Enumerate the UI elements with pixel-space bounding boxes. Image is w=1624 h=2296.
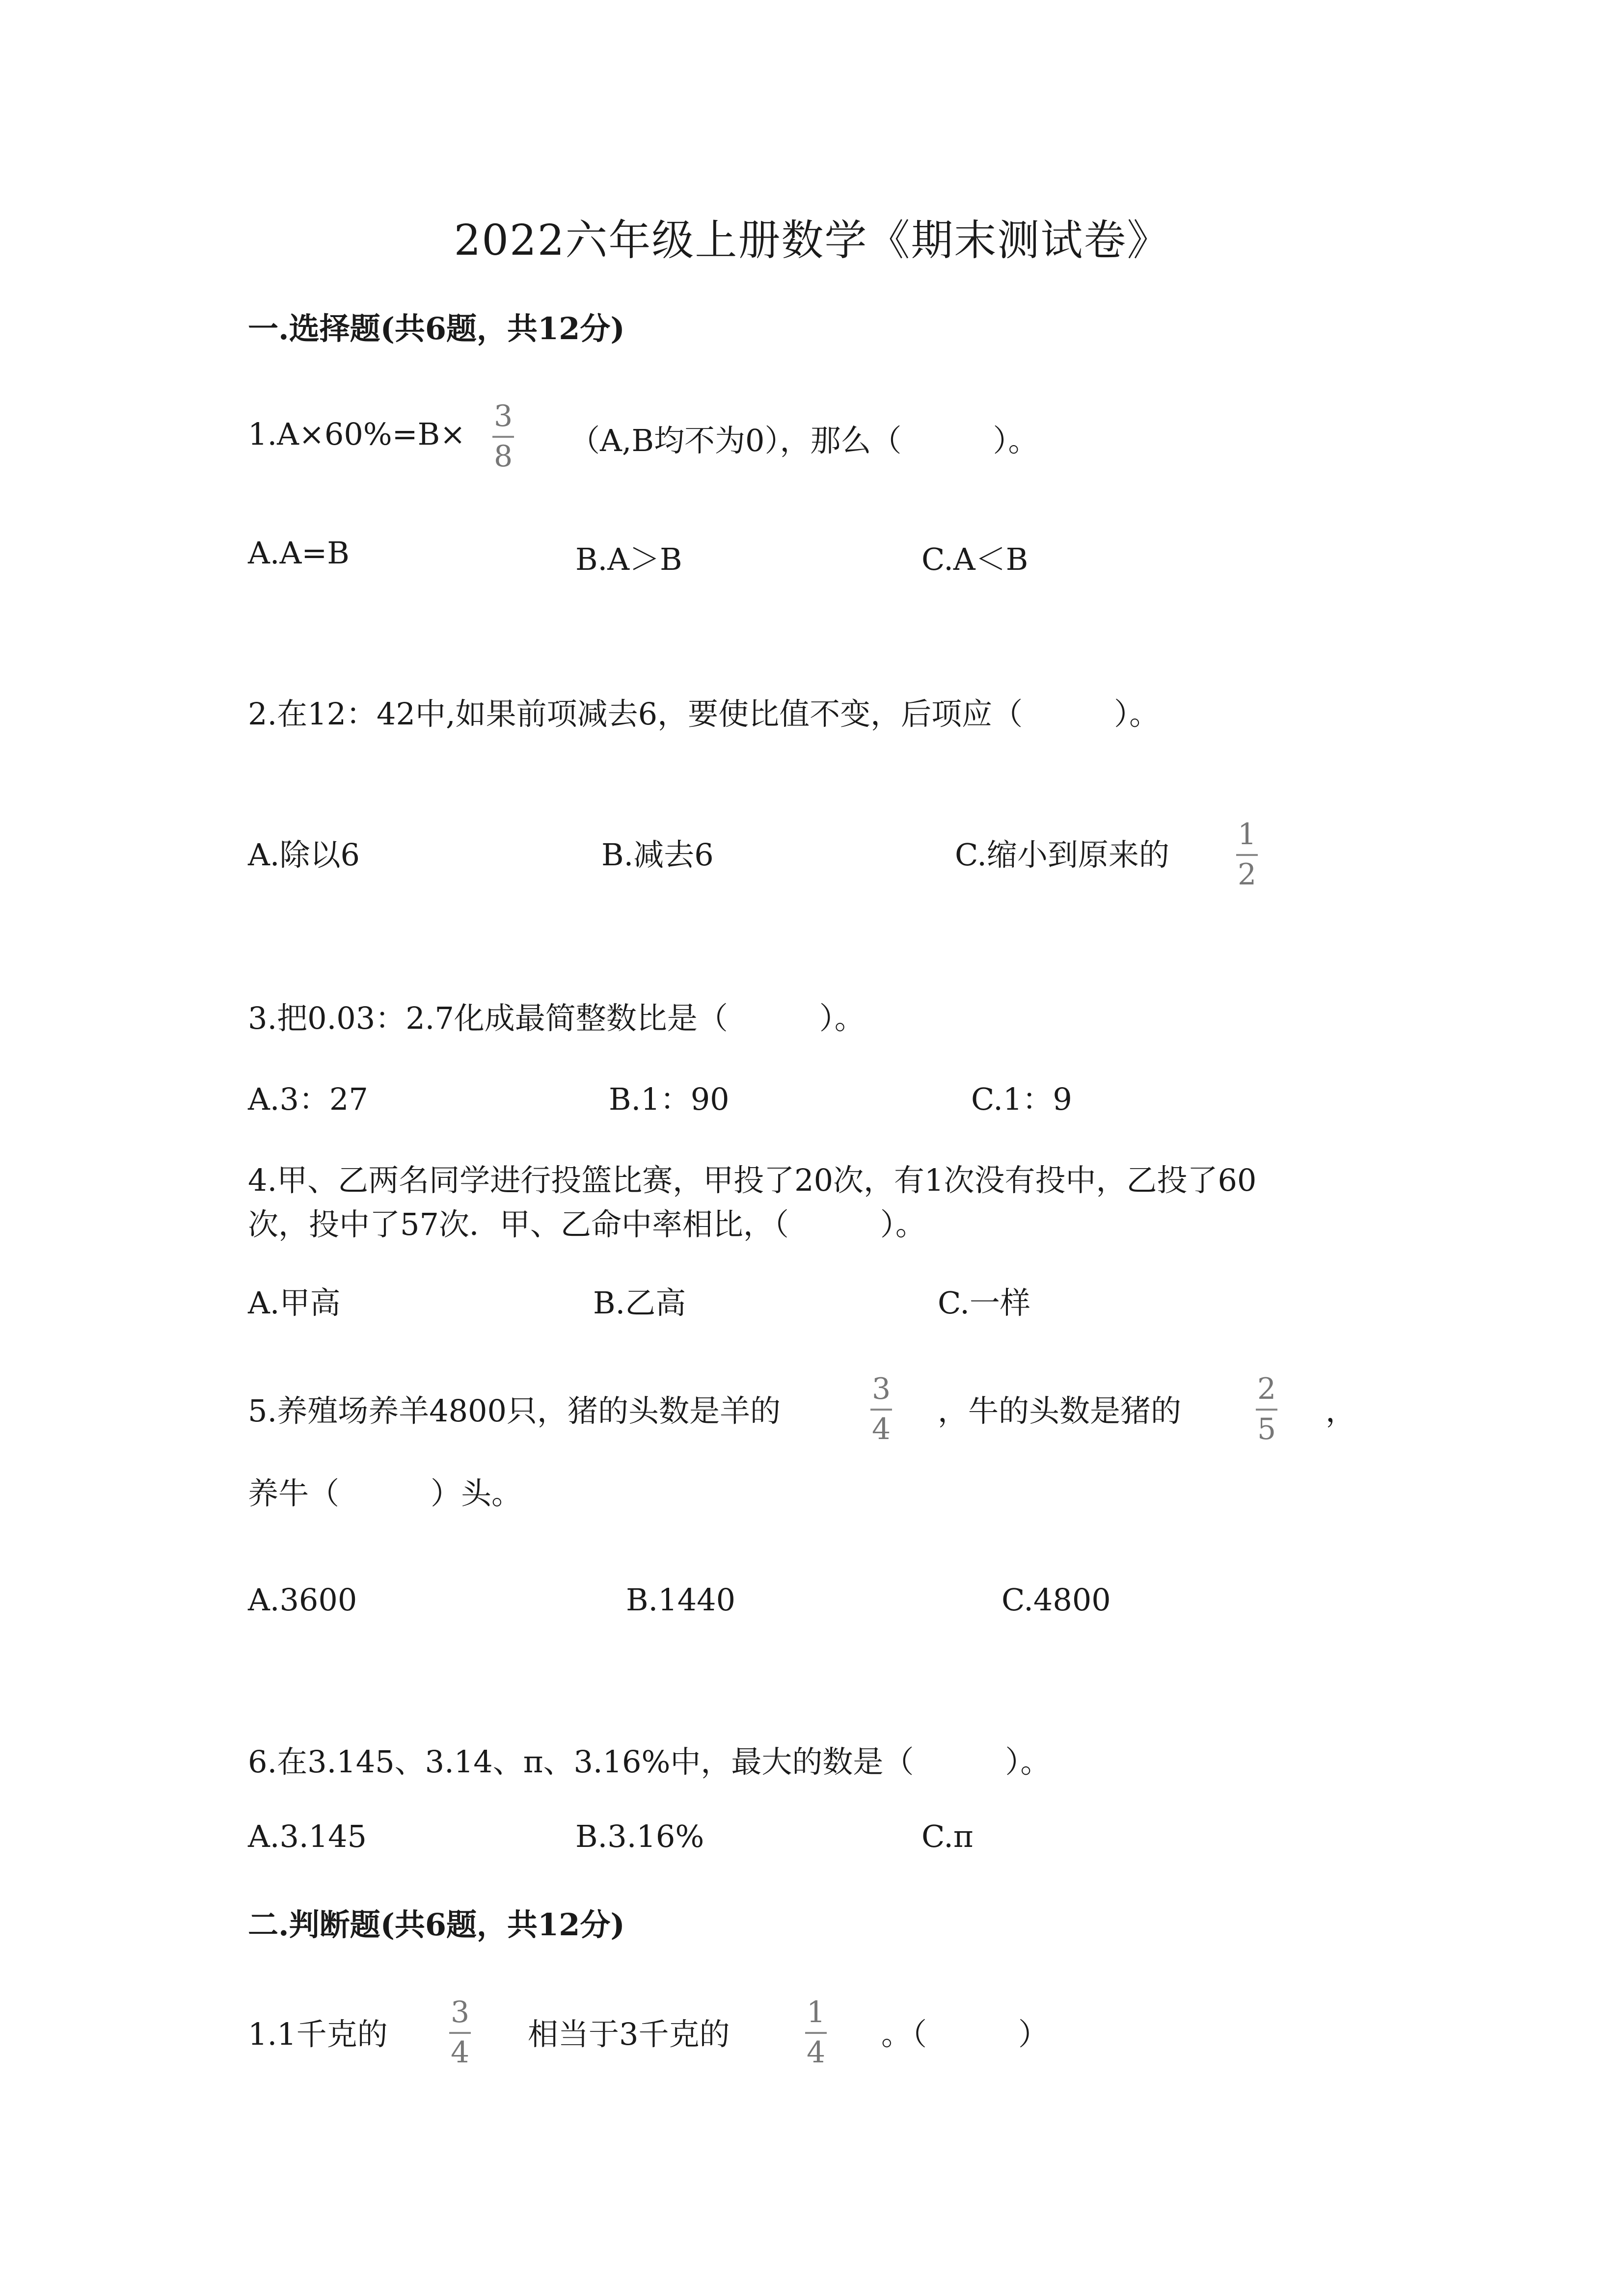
question-1-suffix: （A,B均不为0），那么（ ）。 xyxy=(569,423,1039,458)
fraction-3-4 xyxy=(448,1995,472,2070)
q6-option-b[interactable]: B.3.16% xyxy=(575,1818,704,1854)
question-5-line2: 养牛（ ）头。 xyxy=(248,1475,522,1511)
fraction-numerator: 2 xyxy=(1257,1372,1276,1406)
fraction-3-4 xyxy=(869,1374,893,1444)
fraction-3-8 xyxy=(491,399,515,474)
q4-option-c[interactable]: C.一样 xyxy=(938,1285,1030,1321)
q6-option-c[interactable]: C.π xyxy=(921,1818,974,1854)
q5-option-b[interactable]: B.1440 xyxy=(626,1582,736,1618)
fraction-denominator: 4 xyxy=(451,2035,470,2070)
fraction-denominator: 8 xyxy=(494,439,513,474)
judgement-1-middle: 相当于3千克的 xyxy=(528,2016,730,2052)
fraction-denominator: 5 xyxy=(1257,1412,1276,1446)
question-1-prefix: 1.A×60%=B× xyxy=(248,416,466,452)
q1-option-a[interactable]: A.A=B xyxy=(248,535,350,571)
question-4-line1: 4.甲、乙两名同学进行投篮比赛，甲投了20次，有1次没有投中，乙投了60 xyxy=(248,1162,1257,1198)
q4-option-a[interactable]: A.甲高 xyxy=(248,1285,341,1321)
fraction-2-5 xyxy=(1254,1374,1279,1444)
judgement-1-suffix: 。（ ） xyxy=(881,2016,1049,2052)
fraction-1-2 xyxy=(1235,817,1259,892)
q1-option-b[interactable]: B.A＞B xyxy=(575,541,682,577)
fraction-bar xyxy=(1256,1409,1277,1411)
question-2-text: 2.在12：42中,如果前项减去6，要使比值不变，后项应（ ）。 xyxy=(248,696,1160,732)
judgement-1-prefix: 1.1千克的 xyxy=(248,2016,388,2052)
fraction-bar xyxy=(449,2032,471,2034)
fraction-numerator: 3 xyxy=(494,399,513,433)
q2-option-b[interactable]: B.减去6 xyxy=(601,837,714,873)
section-heading-judgement: 二.判断题(共6题，共12分) xyxy=(248,1907,625,1943)
question-5-prefix: 5.养殖场养羊4800只，猪的头数是羊的 xyxy=(248,1393,781,1429)
fraction-numerator: 3 xyxy=(451,1995,470,2029)
fraction-bar xyxy=(805,2032,827,2034)
question-3-text: 3.把0.03：2.7化成最简整数比是（ ）。 xyxy=(248,1000,865,1036)
q3-option-b[interactable]: B.1：90 xyxy=(609,1081,730,1117)
section-heading-choice: 一.选择题(共6题，共12分) xyxy=(248,311,625,347)
fraction-bar xyxy=(1236,854,1258,856)
q2-option-a[interactable]: A.除以6 xyxy=(248,837,360,873)
q3-option-a[interactable]: A.3：27 xyxy=(248,1081,368,1117)
question-6-text: 6.在3.145、3.14、π、3.16%中，最大的数是（ ）。 xyxy=(248,1744,1051,1780)
q1-option-c[interactable]: C.A＜B xyxy=(921,541,1029,577)
q2-option-c[interactable]: C.缩小到原来的 xyxy=(955,837,1169,873)
q3-option-c[interactable]: C.1：9 xyxy=(971,1081,1072,1117)
q6-option-a[interactable]: A.3.145 xyxy=(248,1818,367,1854)
fraction-denominator: 4 xyxy=(807,2035,826,2070)
question-4-line2: 次，投中了57次．甲、乙命中率相比，（ ）。 xyxy=(248,1206,926,1242)
q5-option-a[interactable]: A.3600 xyxy=(248,1582,357,1618)
fraction-bar xyxy=(492,436,514,438)
fraction-numerator: 3 xyxy=(872,1372,891,1406)
fraction-1-4 xyxy=(804,1995,828,2070)
fraction-denominator: 4 xyxy=(872,1412,891,1446)
page-title: 2022六年级上册数学《期末测试卷》 xyxy=(454,216,1170,265)
fraction-numerator: 1 xyxy=(1238,817,1257,852)
fraction-denominator: 2 xyxy=(1238,857,1257,892)
question-5-suffix: ， xyxy=(1326,1393,1356,1429)
fraction-bar xyxy=(870,1409,892,1411)
q4-option-b[interactable]: B.乙高 xyxy=(593,1285,686,1321)
q5-option-c[interactable]: C.4800 xyxy=(1001,1582,1111,1618)
fraction-numerator: 1 xyxy=(807,1995,826,2029)
question-5-middle: ，牛的头数是猪的 xyxy=(938,1393,1182,1429)
